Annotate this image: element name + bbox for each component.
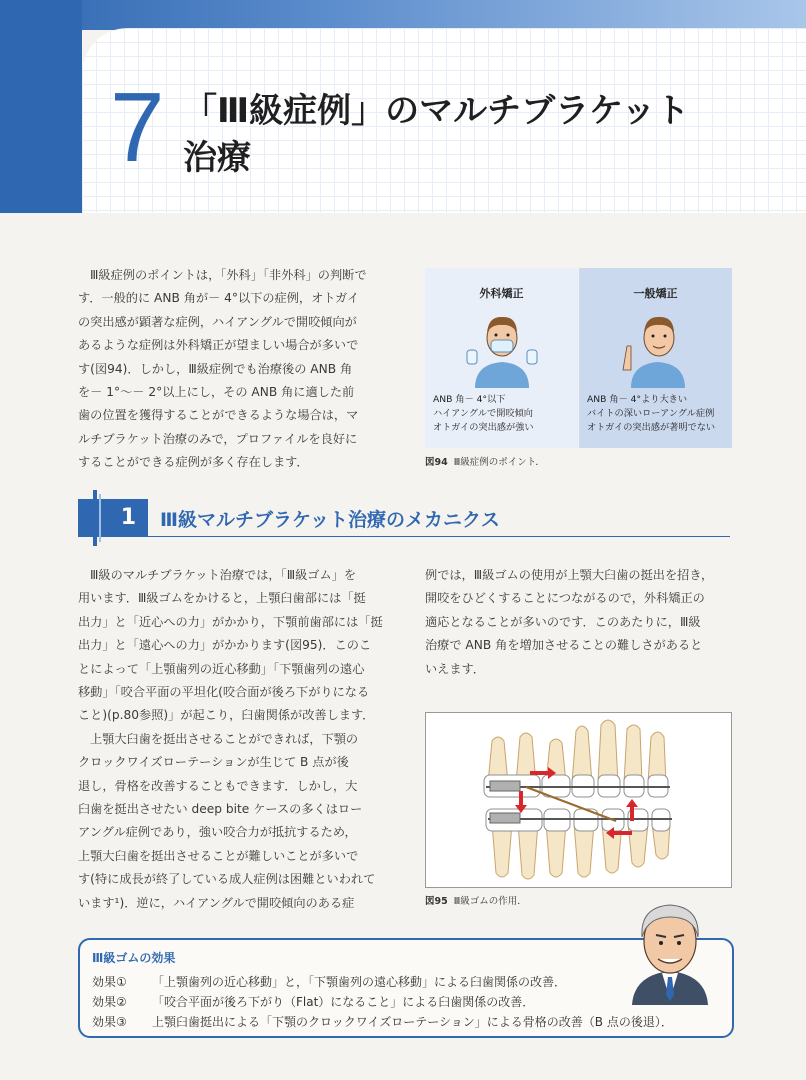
chapter-title bbox=[183, 88, 783, 182]
body-line: 出力」と「遠心への力」がかかります(図95)．このこ bbox=[78, 638, 372, 653]
fig94-right-text bbox=[587, 393, 715, 435]
body-line: いえます． bbox=[425, 661, 485, 676]
body-line: クロックワイズローテーションが生じて B 点が後 bbox=[78, 755, 349, 770]
fig94-right-title: 一般矯正 bbox=[633, 287, 678, 300]
body-line: 退し，骨格を改善することもできます．しかし，大 bbox=[78, 778, 358, 793]
body-line: アングル症例であり，強い咬合力が抵抗するため， bbox=[78, 825, 357, 840]
effect-text: 上顎臼歯挺出による「下顎のクロックワイズローテーション」による骨格の改善（B 点の後退）． bbox=[152, 1015, 673, 1029]
intro-line: ルチブラケット治療のみで，プロファイルを良好に bbox=[78, 431, 358, 446]
teeth-diagram-icon bbox=[426, 713, 731, 887]
chapter-title-line2: 治療 bbox=[183, 138, 251, 178]
header-band bbox=[0, 0, 806, 30]
fig94-surgical-column bbox=[425, 268, 578, 448]
chapter-number: 7 bbox=[110, 72, 165, 182]
fig95-caption-text: Ⅲ級ゴムの作用． bbox=[453, 896, 527, 907]
intro-line: することができる症例が多く存在します． bbox=[78, 455, 309, 470]
fig94-left-line: ANB 角－ 4°以下 bbox=[433, 394, 506, 405]
section-rule bbox=[148, 536, 730, 537]
effect-label: 効果① bbox=[92, 975, 127, 989]
fig95-caption-number: 図95 bbox=[425, 896, 448, 907]
body-right-column bbox=[425, 564, 737, 681]
body-line: 用います．Ⅲ級ゴムをかけると，上顎臼歯部には「挺 bbox=[78, 591, 366, 606]
intro-line: 歯の位置を獲得することができるような場合は，マ bbox=[78, 408, 359, 423]
body-line: 上顎大臼歯を挺出させることができれば，下顎の bbox=[90, 731, 359, 746]
body-line: Ⅲ級のマルチブラケット治療では，「Ⅲ級ゴム」を bbox=[90, 568, 357, 582]
fig94-right-line: オトガイの突出感が著明でない bbox=[587, 422, 716, 433]
intro-line: を－ 1°～－ 2°以上にし，その ANB 角に適した前 bbox=[78, 385, 355, 400]
fig94-general-column bbox=[579, 268, 732, 448]
body-line: 上顎大臼歯を挺出させることが難しいことが多いで bbox=[78, 848, 359, 863]
fig94-left-title: 外科矯正 bbox=[479, 287, 524, 300]
header-side-bar bbox=[0, 0, 82, 213]
fig94-caption-text: Ⅲ級症例のポイント． bbox=[453, 457, 545, 468]
section-title: Ⅲ級マルチブラケット治療のメカニクス bbox=[160, 509, 500, 531]
intro-paragraph bbox=[78, 264, 390, 475]
effect-row bbox=[92, 973, 566, 990]
figure-95 bbox=[425, 712, 732, 888]
body-line: 出力」と「近心への力」がかかり，下顎前歯部には「挺 bbox=[78, 614, 383, 629]
fig94-left-text bbox=[433, 393, 534, 435]
body-line: 臼歯を挺出させたい deep bite ケースの多くはロー bbox=[78, 802, 363, 817]
body-line: こと)(p.80参照)」が起こり，臼歯関係が改善します． bbox=[78, 708, 375, 723]
effect-row bbox=[92, 1013, 673, 1030]
fig94-right-line: ANB 角－ 4°より大きい bbox=[587, 394, 688, 405]
effect-row bbox=[92, 993, 534, 1010]
section-number: 1 bbox=[78, 499, 148, 537]
intro-line: あるような症例は外科矯正が望ましい場合が多いで bbox=[78, 338, 359, 353]
section-accent-bar-light bbox=[99, 494, 101, 542]
surgeon-illustration-icon bbox=[465, 308, 539, 388]
body-line: 例では，Ⅲ級ゴムの使用が上顎大臼歯の挺出を招き， bbox=[425, 568, 714, 582]
author-portrait-icon bbox=[628, 895, 712, 1005]
effect-text: 「上顎歯列の近心移動」と，「下顎歯列の遠心移動」による臼歯関係の改善． bbox=[152, 975, 567, 989]
body-line: 適応となることが多いのです．このあたりに，Ⅲ級 bbox=[425, 614, 701, 629]
body-line: とによって「上顎歯列の近心移動」「下顎歯列の遠心 bbox=[78, 661, 365, 676]
body-line: 移動」「咬合平面の平坦化(咬合面が後ろ下がりになる bbox=[78, 685, 370, 700]
body-line: す(特に成長が終了している成人症例は困難といわれて bbox=[78, 872, 376, 887]
fig94-caption bbox=[425, 454, 545, 468]
body-line: 治療で ANB 角を増加させることの難しさがあると bbox=[425, 638, 703, 653]
body-left-column bbox=[78, 564, 390, 915]
fig95-caption bbox=[425, 893, 527, 907]
chapter-title-line1: 「Ⅲ級症例」のマルチブラケット bbox=[183, 91, 690, 131]
orthodontist-illustration-icon bbox=[619, 308, 693, 388]
fig94-left-line: オトガイの突出感が強い bbox=[433, 422, 534, 433]
figure-94 bbox=[425, 268, 732, 448]
effects-box-title: Ⅲ級ゴムの効果 bbox=[92, 951, 176, 965]
fig94-caption-number: 図94 bbox=[425, 457, 448, 468]
section-accent-bar bbox=[93, 490, 97, 546]
effect-label: 効果③ bbox=[92, 1015, 127, 1029]
fig94-left-line: ハイアングルで開咬傾向 bbox=[433, 408, 533, 419]
intro-line: Ⅲ級症例のポイントは，「外科」「非外科」の判断で bbox=[90, 268, 367, 282]
fig94-right-line: バイトの深いローアングル症例 bbox=[587, 408, 715, 419]
intro-line: す．一般的に ANB 角が－ 4°以下の症例，オトガイ bbox=[78, 291, 360, 306]
effect-label: 効果② bbox=[92, 995, 127, 1009]
effect-text: 「咬合平面が後ろ下がり（Flat）になること」による臼歯関係の改善． bbox=[152, 995, 535, 1009]
body-line: います¹)．逆に，ハイアングルで開咬傾向のある症 bbox=[78, 895, 355, 910]
body-line: 開咬をひどくすることにつながるので，外科矯正の bbox=[425, 591, 705, 606]
intro-line: す(図94)．しかし，Ⅲ級症例でも治療後の ANB 角 bbox=[78, 361, 353, 376]
intro-line: の突出感が顕著な症例，ハイアングルで開咬傾向が bbox=[78, 314, 357, 329]
